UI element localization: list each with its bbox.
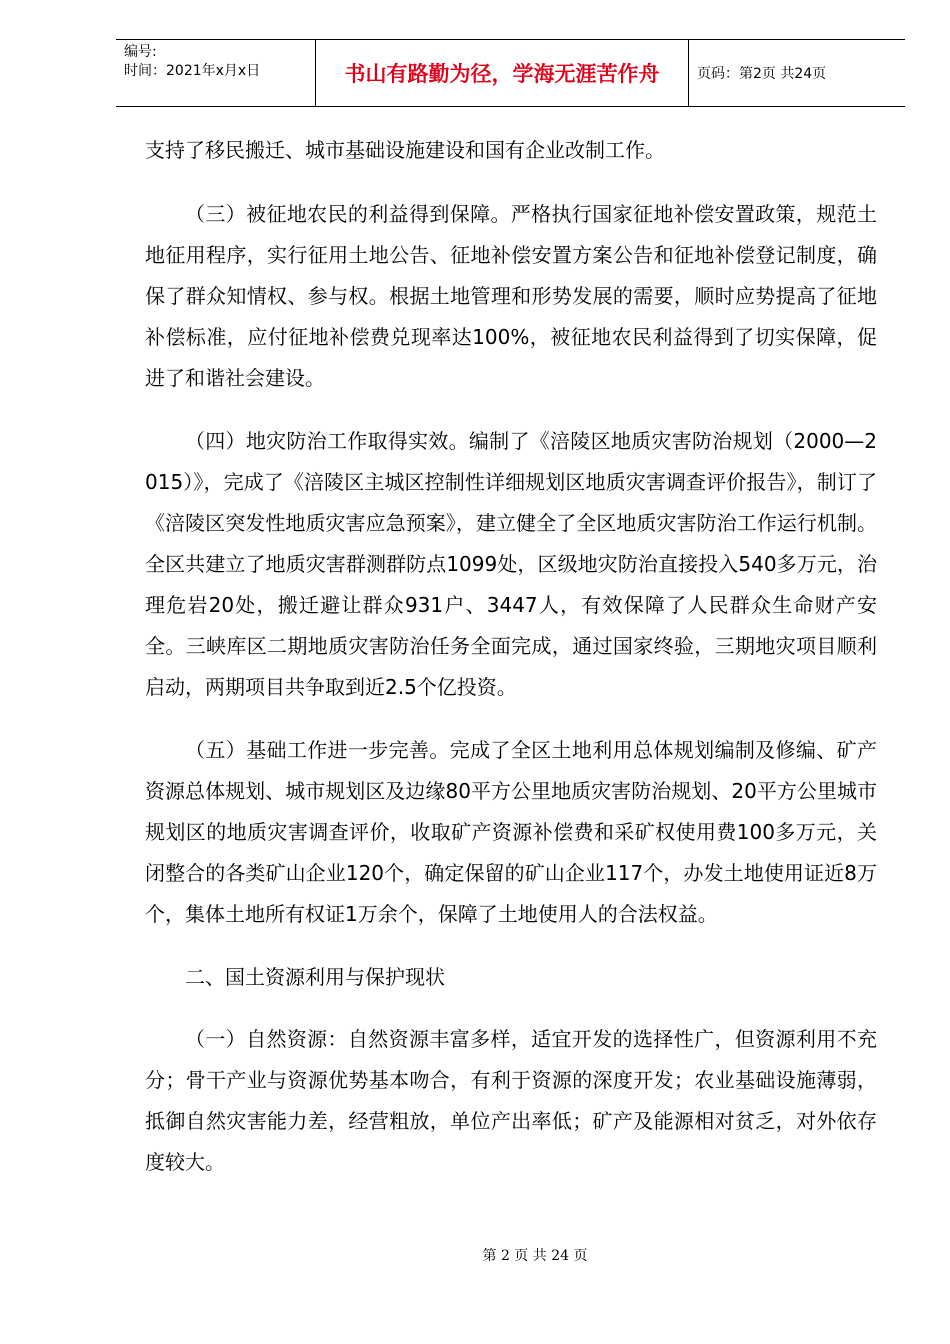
time-label: 时间：2021年x月x日 <box>124 63 261 79</box>
paragraph-section-3: （三）被征地农民的利益得到保障。严格执行国家征地补偿安置政策，规范土地征用程序，实行征用土地公告、征地补偿安置方案公告和征地补偿登记制度，确保了群众知情权、参与权。根据土地管理和形势发展的需要，顺时应势提高了征地补偿标准，应付征地补偿费兑现率达100%，被征地农民利益得到了切实保障，促进了和谐社会建设。 <box>145 202 877 390</box>
paragraph-section-5: （五）基础工作进一步完善。完成了全区土地利用总体规划编制及修编、矿产资源总体规划、城市规划区及边缘80平方公里地质灾害防治规划、20平方公里城市规划区的地质灾害调查评价，收取矿产资源补偿费和采矿权使用费100多万元，关闭整合的各类矿山企业120个，确定保留的矿山企业117个，办发土地使用证近8万个，集体土地所有权证1万余个，保障了土地使用人的合法权益。 <box>145 738 877 926</box>
number-label: 编号: <box>124 44 157 60</box>
document-body <box>145 130 877 1205</box>
page-footer: 第 2 页 共 24 页 <box>482 1248 588 1264</box>
header-page-info: 页码：第2页 共24页 <box>697 66 827 82</box>
paragraph-natural-resources: （一）自然资源：自然资源丰富多样，适宜开发的选择性广，但资源利用不充分；骨干产业与资源优势基本吻合，有利于资源的深度开发；农业基础设施薄弱，抵御自然灾害能力差，经营粗放，单位产出率低；矿产及能源相对贫乏，对外依存度较大。 <box>145 1027 877 1174</box>
header-meta <box>116 40 316 106</box>
section-heading: 二、国土资源利用与保护现状 <box>185 965 445 989</box>
paragraph-continued: 支持了移民搬迁、城市基础设施建设和国有企业改制工作。 <box>145 138 665 162</box>
paragraph-section-4: （四）地灾防治工作取得实效。编制了《涪陵区地质灾害防治规划（2000—2015）》，完成了《涪陵区主城区控制性详细规划区地质灾害调查评价报告》，制订了《涪陵区突发性地质灾害应急预案》，建立健全了全区地质灾害防治工作运行机制。全区共建立了地质灾害群测群防点1099处，区级地灾防治直接投入540多万元，治理危岩20处，搬迁避让群众931户、3447人，有效保障了人民群众生命财产安全。三峡库区二期地质灾害防治任务全面完成，通过国家终验，三期地灾项目顺利启动，两期项目共争取到近2.5个亿投资。 <box>145 429 877 699</box>
document-header <box>116 39 905 107</box>
header-motto: 书山有路勤为径，学海无涯苦作舟 <box>316 40 689 106</box>
